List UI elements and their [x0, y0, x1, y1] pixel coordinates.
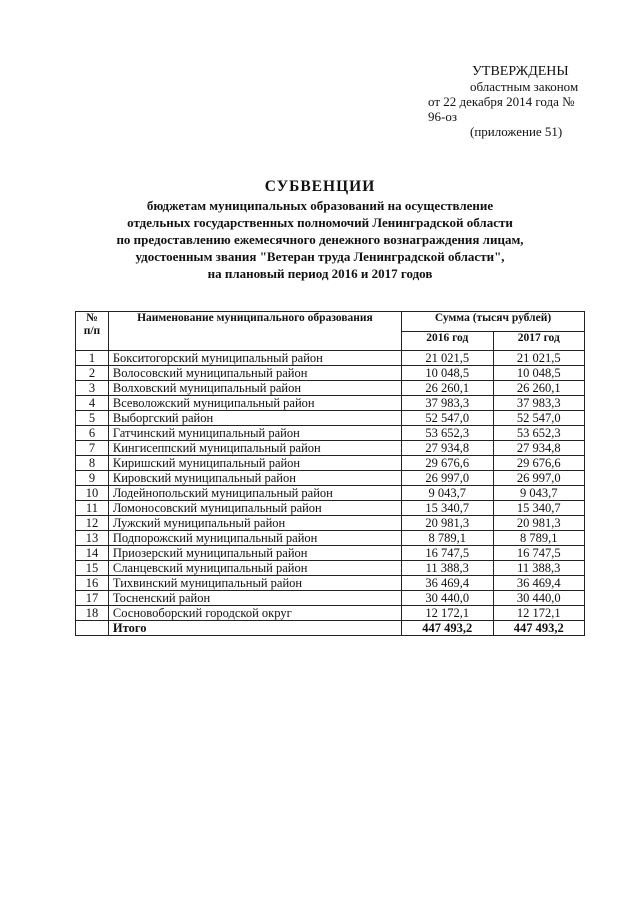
title-line: бюджетам муниципальных образований на осуществление — [146, 198, 494, 213]
municipality-name: Выборгский район — [108, 411, 401, 426]
row-number: 4 — [76, 396, 109, 411]
row-number: 15 — [76, 561, 109, 576]
table-row — [76, 531, 585, 546]
approval-appendix: (приложение 51) — [470, 124, 563, 139]
value-2017: 16 747,5 — [493, 546, 585, 561]
row-number: 6 — [76, 426, 109, 441]
title-main: СУБВЕНЦИИ — [264, 178, 376, 195]
value-2017: 30 440,0 — [493, 591, 585, 606]
value-2017: 8 789,1 — [493, 531, 585, 546]
table-row — [76, 516, 585, 531]
row-number: 2 — [76, 366, 109, 381]
table-row — [76, 606, 585, 621]
table-row — [76, 441, 585, 456]
municipality-name: Бокситогорский муниципальный район — [108, 351, 401, 366]
municipality-name: Гатчинский муниципальный район — [108, 426, 401, 441]
table-row — [76, 591, 585, 606]
subventions-table — [75, 311, 585, 636]
value-2016: 11 388,3 — [402, 561, 493, 576]
title-line: удостоенным звания "Ветеран труда Ленинградской области", — [135, 249, 505, 264]
municipality-name: Киришский муниципальный район — [108, 456, 401, 471]
value-2017: 21 021,5 — [493, 351, 585, 366]
municipality-name: Кировский муниципальный район — [108, 471, 401, 486]
value-2017: 36 469,4 — [493, 576, 585, 591]
value-2017: 20 981,3 — [493, 516, 585, 531]
table-row — [76, 501, 585, 516]
municipality-name: Тихвинский муниципальный район — [108, 576, 401, 591]
total-row — [76, 621, 585, 636]
municipality-name: Сланцевский муниципальный район — [108, 561, 401, 576]
value-2016: 10 048,5 — [402, 366, 493, 381]
municipality-name: Волосовский муниципальный район — [108, 366, 401, 381]
row-number: 14 — [76, 546, 109, 561]
value-2017: 11 388,3 — [493, 561, 585, 576]
value-2016: 21 021,5 — [402, 351, 493, 366]
value-2016: 30 440,0 — [402, 591, 493, 606]
value-2017: 37 983,3 — [493, 396, 585, 411]
municipality-name: Лодейнопольский муниципальный район — [108, 486, 401, 501]
title-line: по предоставлению ежемесячного денежного вознаграждения лицам, — [116, 232, 524, 247]
value-2016: 8 789,1 — [402, 531, 493, 546]
value-2016: 36 469,4 — [402, 576, 493, 591]
value-2016: 20 981,3 — [402, 516, 493, 531]
municipality-name: Кингисеппский муниципальный район — [108, 441, 401, 456]
row-number: 5 — [76, 411, 109, 426]
header-name: Наименование муниципального образования — [108, 312, 401, 351]
approval-title: УТВЕРЖДЕНЫ — [472, 64, 569, 79]
value-2017: 27 934,8 — [493, 441, 585, 456]
row-number: 17 — [76, 591, 109, 606]
value-2017: 9 043,7 — [493, 486, 585, 501]
table-row — [76, 396, 585, 411]
value-2016: 9 043,7 — [402, 486, 493, 501]
table-row — [76, 351, 585, 366]
table-row — [76, 561, 585, 576]
row-number: 12 — [76, 516, 109, 531]
header-num: № п/п — [76, 312, 109, 351]
value-2016: 15 340,7 — [402, 501, 493, 516]
municipality-name: Лужский муниципальный район — [108, 516, 401, 531]
value-2017: 10 048,5 — [493, 366, 585, 381]
value-2017: 26 260,1 — [493, 381, 585, 396]
table-row — [76, 411, 585, 426]
value-2016: 53 652,3 — [402, 426, 493, 441]
value-2016: 26 997,0 — [402, 471, 493, 486]
row-number: 13 — [76, 531, 109, 546]
total-label: Итого — [108, 621, 401, 636]
table-row — [76, 426, 585, 441]
header-sum: Сумма (тысяч рублей) — [402, 312, 585, 332]
title-line: отдельных государственных полномочий Ленинградской области — [127, 215, 513, 230]
municipality-name: Приозерский муниципальный район — [108, 546, 401, 561]
title-line: на плановый период 2016 и 2017 годов — [207, 266, 433, 281]
value-2016: 27 934,8 — [402, 441, 493, 456]
row-number: 7 — [76, 441, 109, 456]
table-row — [76, 366, 585, 381]
value-2017: 53 652,3 — [493, 426, 585, 441]
row-number: 8 — [76, 456, 109, 471]
value-2016: 12 172,1 — [402, 606, 493, 621]
total-num-cell — [76, 621, 109, 636]
table-row — [76, 471, 585, 486]
municipality-name: Подпорожский муниципальный район — [108, 531, 401, 546]
header-year-2017: 2017 год — [493, 331, 585, 351]
total-2016: 447 493,2 — [402, 621, 493, 636]
value-2016: 29 676,6 — [402, 456, 493, 471]
municipality-name: Сосновоборский городской округ — [108, 606, 401, 621]
value-2017: 29 676,6 — [493, 456, 585, 471]
row-number: 3 — [76, 381, 109, 396]
municipality-name: Волховский муниципальный район — [108, 381, 401, 396]
table-body — [76, 351, 585, 636]
value-2017: 12 172,1 — [493, 606, 585, 621]
total-2017: 447 493,2 — [493, 621, 585, 636]
value-2016: 37 983,3 — [402, 396, 493, 411]
value-2016: 16 747,5 — [402, 546, 493, 561]
row-number: 1 — [76, 351, 109, 366]
row-number: 11 — [76, 501, 109, 516]
table-row — [76, 486, 585, 501]
table-row — [76, 456, 585, 471]
row-number: 9 — [76, 471, 109, 486]
value-2016: 52 547,0 — [402, 411, 493, 426]
value-2017: 26 997,0 — [493, 471, 585, 486]
table-row — [76, 381, 585, 396]
document-title — [70, 178, 570, 282]
value-2017: 15 340,7 — [493, 501, 585, 516]
approval-date: от 22 декабря 2014 года № 96-оз — [428, 94, 575, 124]
value-2017: 52 547,0 — [493, 411, 585, 426]
row-number: 10 — [76, 486, 109, 501]
row-number: 16 — [76, 576, 109, 591]
municipality-name: Всеволожский муниципальный район — [108, 396, 401, 411]
approval-stamp — [400, 64, 590, 139]
table-row — [76, 546, 585, 561]
approval-law: областным законом — [470, 79, 579, 94]
row-number: 18 — [76, 606, 109, 621]
municipality-name: Ломоносовский муниципальный район — [108, 501, 401, 516]
table-row — [76, 576, 585, 591]
header-year-2016: 2016 год — [402, 331, 493, 351]
value-2016: 26 260,1 — [402, 381, 493, 396]
municipality-name: Тосненский район — [108, 591, 401, 606]
